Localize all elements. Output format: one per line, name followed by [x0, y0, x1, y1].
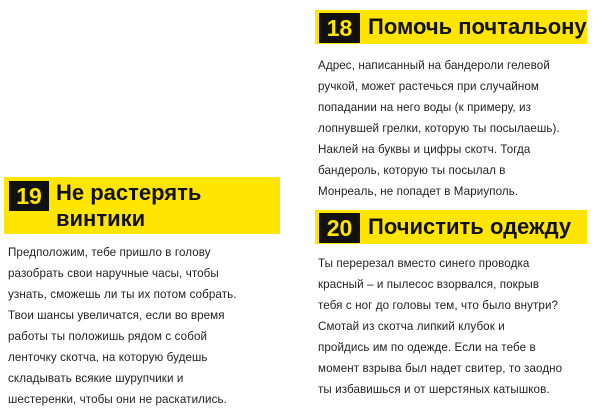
tip-19-title-line-1: Не растерять — [56, 180, 202, 205]
tip-20-text: Ты перерезал вместо синего проводка красный – и пылесос взорвался, покрыв тебя с ног до головы тем, что было внутри? Смотай из скотча липкий клубок и пройдись им по одежде. Если на тебе в момент взрыва был надет свитер, то заодно ты избавишься и от шерстяных катышков. — [318, 257, 563, 396]
tip-20-number-badge: 20 — [319, 213, 360, 243]
tip-19-title-line-2: винтики — [56, 206, 146, 231]
tip-18-title: Помочь почтальону — [368, 14, 587, 39]
tip-20-title: Почистить одежду — [368, 214, 572, 239]
tip-18-text: Адрес, написанный на бандероли гелевой ручкой, может растечься при случайном попадании на него воды (к примеру, из лопнувшей грелки, которую ты посылаешь). Наклей на буквы и цифры скотч. Тогда бандероль, которую ты посылал в Монреаль, не попадет в Мариуполь. — [318, 59, 560, 198]
tip-19-text: Предположим, тебе пришло в голову разобрать свои наручные часы, чтобы узнать, сможешь ли ты их потом собрать. Твои шансы увеличатся, если во время работы ты положишь рядом с собой ленточку скотча, на которую будешь складывать всякие шурупчики и шестеренки, чтобы они не раскатились. — [8, 246, 237, 406]
tip-18-number-badge: 18 — [319, 13, 360, 43]
tip-19-number-badge: 19 — [9, 181, 49, 211]
